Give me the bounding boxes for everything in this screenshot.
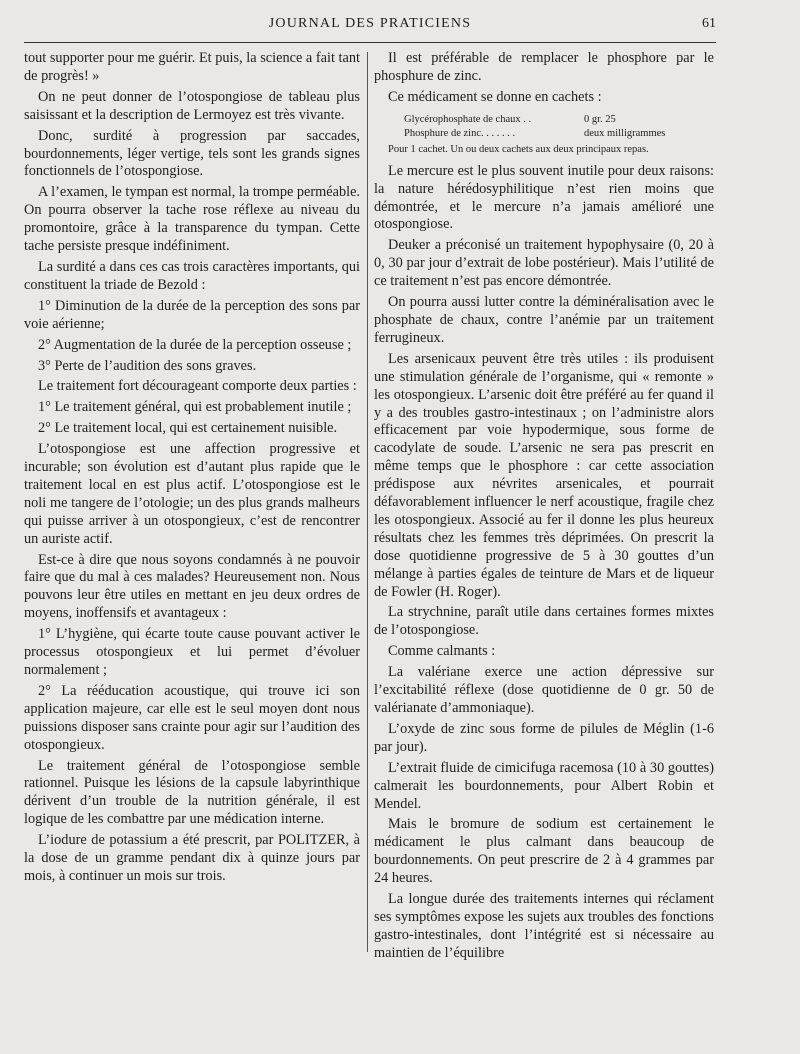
column-divider xyxy=(367,52,368,952)
paragraph: Il est préférable de remplacer le phosphore par le phosphure de zinc. xyxy=(374,50,714,84)
paragraph: On ne peut donner de l’otospongiose de tableau plus saisissant et la description de Lermoyez est très vivante. xyxy=(24,88,360,123)
paragraph: La valériane exerce une action dépressive sur l’excitabilité réflexe (dose quotidienne de 0 gr. 50 de valérianate d’ammoniaque). xyxy=(374,664,714,716)
list-item: 1° L’hygiène, qui écarte toute cause pouvant activer le processus otospongieux et lui permet d’évoluer normalement ; xyxy=(24,626,360,678)
formula-ingredient: Glycérophosphate de chaux . . xyxy=(404,113,532,125)
list-item: 2° Augmentation de la durée de la perception osseuse ; xyxy=(38,336,352,353)
page-number: 61 xyxy=(702,16,716,31)
list-item: 1° Le traitement général, qui est probablement inutile ; xyxy=(38,399,352,416)
paragraph: Deuker a préconisé un traitement hypophysaire (0, 20 à 0, 30 par jour d’extrait de lobe postérieur). Mais l’utilité de ce traitement n’est pas encore démontrée. xyxy=(374,237,714,290)
formula-ingredient: Phosphure de zinc. . . . . . . xyxy=(404,127,516,139)
left-column xyxy=(24,50,360,889)
formula-dose: deux milligrammes xyxy=(584,127,666,139)
paragraph: A l’examen, le tympan est normal, la trompe perméable. On pourra observer la tache rose réflexe au niveau du promontoire, grâce à la transparence du tympan. Cette tache persiste presque indéfiniment. xyxy=(24,184,360,255)
paragraph: La longue durée des traitements internes qui réclament ses symptômes expose les sujets aux troubles des fonctions gastro-intestinales, dont l’intégrité est si nécessaire au maintien de l’équilibre xyxy=(374,891,714,961)
paragraph: tout supporter pour me guérir. Et puis, la science a fait tant de progrès! » xyxy=(24,50,360,84)
paragraph: Ce médicament se donne en cachets : xyxy=(388,88,602,105)
formula-row xyxy=(374,127,714,141)
list-item: 2° Le traitement local, qui est certainement nuisible. xyxy=(38,420,338,437)
running-header xyxy=(24,16,716,40)
prescription-formula xyxy=(374,113,714,157)
journal-title: JOURNAL DES PRATICIENS xyxy=(268,16,472,31)
right-column xyxy=(374,50,714,966)
header-rule xyxy=(24,42,716,43)
formula-dose: 0 gr. 25 xyxy=(584,113,616,125)
paragraph: Le traitement général de l’otospongiose semble rationnel. Puisque les lésions de la capsule labyrinthique dérivent d’un trouble de la nutrition générale, il est logique de les combattre par une médication interne. xyxy=(24,757,360,828)
paragraph: Mais le bromure de sodium est certainement le médicament le plus calmant dans beaucoup de bourdonnements. On peut prescrire de 2 à 4 grammes par 24 heures. xyxy=(374,816,714,887)
paragraph: Le mercure est le plus souvent inutile pour deux raisons: la nature hérédosyphilitique n’est rien moins que démontrée, et le mercure n’a jamais amélioré une otospongiose. xyxy=(374,162,714,233)
paragraph: Comme calmants : xyxy=(388,643,496,660)
paragraph: L’oxyde de zinc sous forme de pilules de Méglin (1-6 par jour). xyxy=(374,720,714,755)
formula-row xyxy=(374,113,714,127)
paragraph: L’iodure de potassium a été prescrit, par POLITZER, à la dose de un gramme pendant dix à quinze jours par mois, à continuer un mois sur trois. xyxy=(24,832,360,884)
paragraph: La surdité a dans ces cas trois caractères importants, qui constituent la triade de Bezold : xyxy=(24,258,360,293)
paragraph: Donc, surdité à progression par saccades, bourdonnements, léger vertige, tels sont les grands signes fonctionnels de l’otospongiose. xyxy=(24,127,360,180)
paragraph: Est-ce à dire que nous soyons condamnés à ne pouvoir faire que du mal à ces malades? Heureusement non. Nous pouvons leur être utiles en mettant en jeu deux ordres de moyens, inoffensifs et avantageux : xyxy=(24,551,360,622)
paragraph: L’otospongiose est une affection progressive et incurable; son évolution est d’autant plus rapide que le traitement local en est plus actif. L’otospongiose est le noli me tangere de l’otologie; un des plus grands malheurs qui puisse arriver à un otospongieux, c’est de rencontrer un auriste actif. xyxy=(24,441,360,547)
list-item: 3° Perte de l’audition des sons graves. xyxy=(38,357,257,374)
paragraph: L’extrait fluide de cimicifuga racemosa (10 à 30 gouttes) calmerait les bourdonnements, pour Albert Robin et Mendel. xyxy=(374,759,714,812)
list-item: 2° La rééducation acoustique, qui trouve ici son application majeure, car elle est le seul moyen dont nous puissions disposer sans crainte pour agir sur l’audition des otospongieux. xyxy=(24,682,360,753)
paragraph: Les arsenicaux peuvent être très utiles : ils produisent une stimulation générale de l’organisme, qui « remonte » les otospongieux. L’arsenic doit être préféré au fer quand il y a des troubles gastro-intestinaux ; on l’administre alors efficacement par voie hypodermique, sous forme de cacodylate de soude. L’arsenic ne sera pas prescrit en même temps que le phosphore : car cette association prédispose aux névrites arsenicales, et pourrait défavorablement influencer le nerf acoustique, fragile chez les otospongieux. Associé au fer il donne les plus heureux résultats chez les femmes très déprimées. On prescrit la dose quotidienne progressive de 5 à 30 gouttes d’un mélange à parties égales de teinture de Mars et de liqueur de Fowler (H. Roger). xyxy=(374,350,714,600)
paragraph: On pourra aussi lutter contre la déminéralisation avec le phosphate de chaux, contre l’anémie par un traitement ferrugineux. xyxy=(374,294,714,346)
formula-note: Pour 1 cachet. Un ou deux cachets aux deux principaux repas. xyxy=(388,143,649,155)
paragraph: Le traitement fort décourageant comporte deux parties : xyxy=(38,378,357,395)
list-item: 1° Diminution de la durée de la perception des sons par voie aérienne; xyxy=(24,297,360,332)
paragraph: La strychnine, paraît utile dans certaines formes mixtes de l’otospongiose. xyxy=(374,604,714,639)
